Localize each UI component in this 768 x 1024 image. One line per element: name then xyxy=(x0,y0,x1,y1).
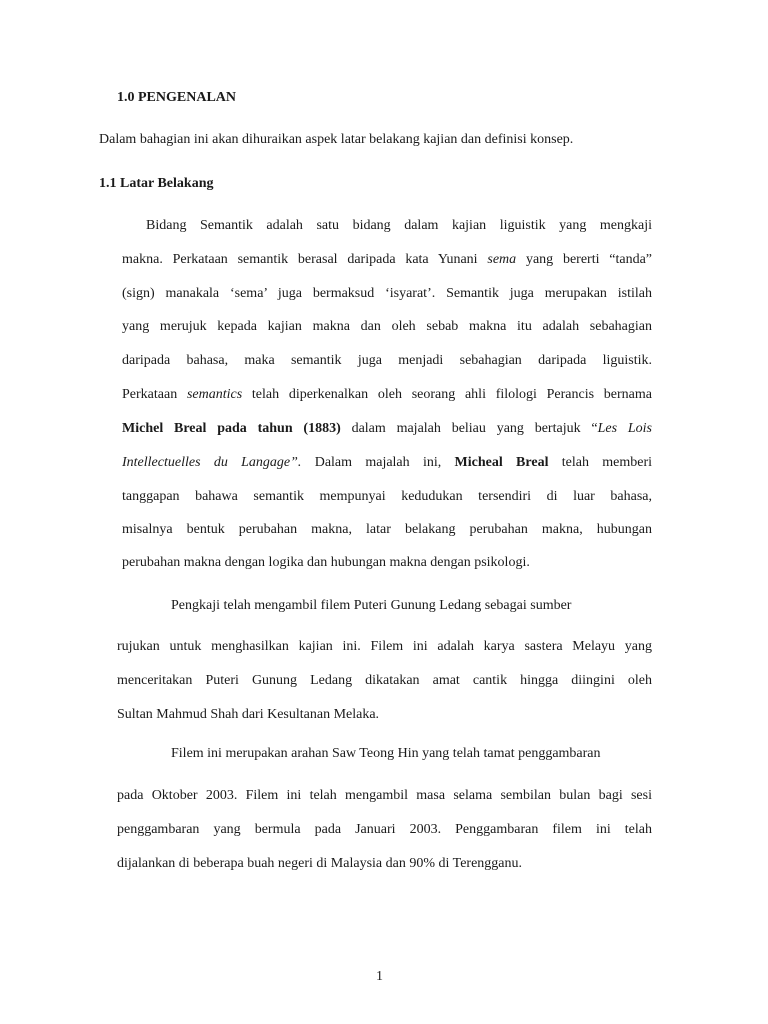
text-run: telah diperkenalkan oleh seorang ahli filologi Perancis bernama xyxy=(251,387,652,402)
bold-term: Michel Breal pada tahun (1883) xyxy=(122,421,341,436)
paragraph-line: Bidang Semantik adalah satu bidang dalam kajian liguistik yang mengkaji xyxy=(146,218,652,233)
bold-term: Micheal Breal xyxy=(454,455,549,470)
paragraph-line: daripada bahasa, maka semantik juga menjadi sebahagian daripada liguistik. xyxy=(122,353,652,368)
paragraph-line: yang merujuk kepada kajian makna dan oleh sebab makna itu adalah sebahagian xyxy=(122,319,652,334)
text-run: telah memberi xyxy=(561,455,653,470)
text-run: yang bererti “tanda” xyxy=(525,252,653,267)
intro-paragraph: Dalam bahagian ini akan dihuraikan aspek latar belakang kajian dan definisi konsep. xyxy=(99,132,574,147)
paragraph-line: dijalankan di beberapa buah negeri di Malaysia dan 90% di Terengganu. xyxy=(117,856,523,871)
section-heading: 1.0 PENGENALAN xyxy=(117,90,237,105)
paragraph-line: perubahan makna dengan logika dan hubungan makna dengan psikologi. xyxy=(122,555,530,570)
text-run: Perkataan xyxy=(122,387,178,402)
text-run: makna. Perkataan semantik berasal daripada kata Yunani xyxy=(122,252,478,267)
text-run: dalam majalah beliau yang bertajuk “ xyxy=(351,421,598,436)
paragraph-line xyxy=(122,420,652,438)
text-run: Dalam majalah ini, xyxy=(314,455,442,470)
subsection-heading: 1.1 Latar Belakang xyxy=(99,176,214,191)
paragraph-line xyxy=(122,251,652,269)
paragraph-line: Pengkaji telah mengambil filem Puteri Gunung Ledang sebagai sumber xyxy=(171,598,572,613)
paragraph-line: penggambaran yang bermula pada Januari 2003. Penggambaran filem ini telah xyxy=(117,822,652,837)
italic-term: sema xyxy=(487,252,517,267)
paragraph-line: Filem ini merupakan arahan Saw Teong Hin yang telah tamat penggambaran xyxy=(171,746,601,761)
paragraph-line: misalnya bentuk perubahan makna, latar belakang perubahan makna, hubungan xyxy=(122,522,652,537)
italic-term: Intellectuelles du Langage”. xyxy=(122,455,302,470)
page-number: 1 xyxy=(376,969,383,984)
italic-term: Les Lois xyxy=(597,421,653,436)
paragraph-line: Sultan Mahmud Shah dari Kesultanan Melaka. xyxy=(117,707,380,722)
paragraph-line xyxy=(122,454,652,472)
italic-term: semantics xyxy=(186,387,243,402)
paragraph-line: menceritakan Puteri Gunung Ledang dikatakan amat cantik hingga diingini oleh xyxy=(117,673,652,688)
paragraph-line: tanggapan bahawa semantik mempunyai kedudukan tersendiri di luar bahasa, xyxy=(122,489,652,504)
paragraph-line: (sign) manakala ‘sema’ juga bermaksud ‘isyarat’. Semantik juga merupakan istilah xyxy=(122,286,652,301)
paragraph-line: rujukan untuk menghasilkan kajian ini. Filem ini adalah karya sastera Melayu yang xyxy=(117,639,652,654)
paragraph-line xyxy=(122,386,652,404)
paragraph-line: pada Oktober 2003. Filem ini telah mengambil masa selama sembilan bulan bagi sesi xyxy=(117,788,652,803)
